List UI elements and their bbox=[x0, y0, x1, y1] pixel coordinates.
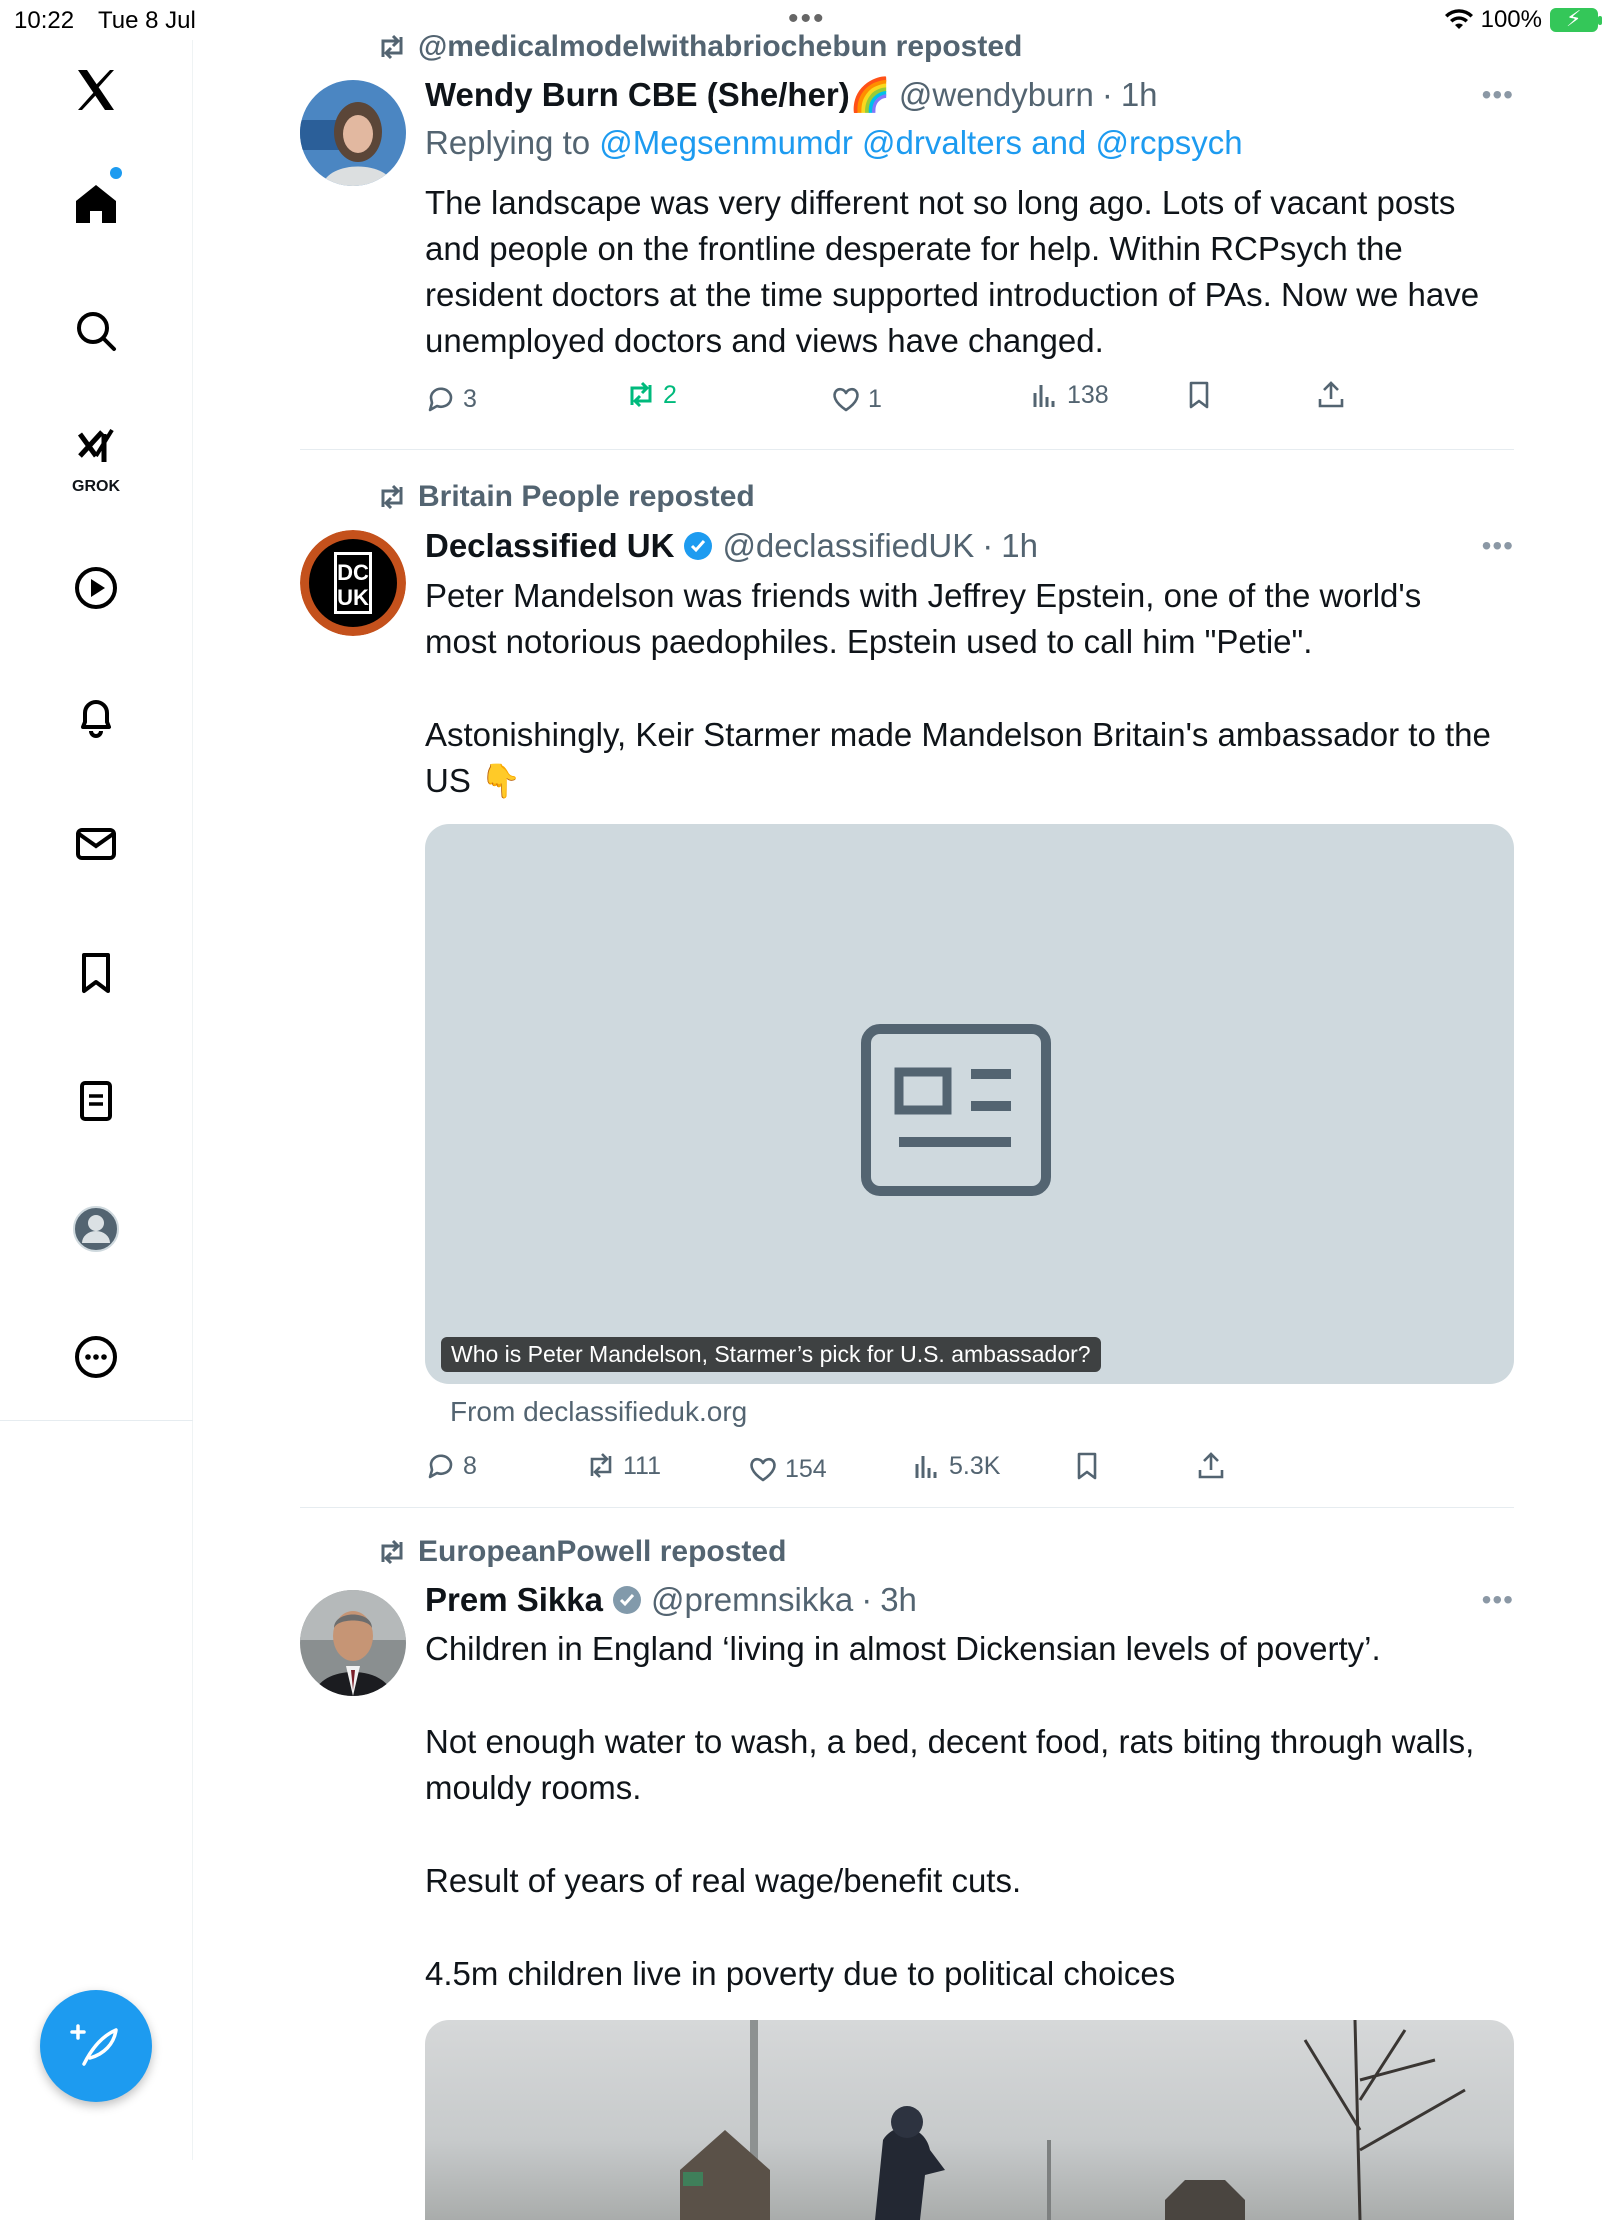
tweet-text: Not enough water to wash, a bed, decent food, rats biting through walls, mouldy rooms. bbox=[425, 1723, 1475, 1806]
repost-icon bbox=[376, 1538, 408, 1566]
author-name[interactable]: Declassified UK bbox=[425, 527, 675, 564]
repost-count: 2 bbox=[663, 380, 677, 409]
bookmark-button[interactable] bbox=[1071, 1450, 1103, 1482]
avatar[interactable] bbox=[300, 530, 406, 636]
more-options-icon[interactable]: ••• bbox=[1481, 1584, 1514, 1615]
replying-prefix: Replying to bbox=[425, 124, 591, 161]
author-name[interactable]: Wendy Burn CBE (She/her)🌈 bbox=[425, 75, 891, 113]
tweet-text: Peter Mandelson was friends with Jeffrey Epstein, one of the world's most notorious paedophiles. Epstein used to call him "Petie". bbox=[425, 577, 1422, 660]
like-button[interactable] bbox=[747, 1453, 827, 1485]
svg-text:DC: DC bbox=[337, 560, 369, 585]
like-count: 1 bbox=[868, 384, 882, 413]
tweet-separator bbox=[300, 449, 1514, 450]
author-handle[interactable]: @premnsikka bbox=[650, 1581, 854, 1618]
repost-button[interactable] bbox=[625, 379, 677, 411]
tweet-header: Prem Sikka @premnsikka · 3h ••• bbox=[425, 1581, 1514, 1618]
status-time: 10:22 bbox=[14, 7, 75, 34]
author-handle[interactable]: @declassifiedUK bbox=[722, 527, 975, 564]
author-name[interactable]: Prem Sikka bbox=[425, 1581, 603, 1618]
card-caption: Who is Peter Mandelson, Starmer’s pick for U.S. ambassador? bbox=[441, 1337, 1101, 1372]
svg-text:UK: UK bbox=[337, 585, 369, 610]
bookmark-icon bbox=[1183, 379, 1215, 411]
list-icon[interactable] bbox=[56, 1061, 136, 1141]
share-button[interactable] bbox=[1315, 379, 1347, 411]
grok-icon[interactable] bbox=[56, 420, 136, 500]
repost-icon bbox=[625, 379, 657, 411]
tweet-header: Wendy Burn CBE (She/her)🌈 @wendyburn · 1h ••• bbox=[425, 75, 1514, 113]
repost-icon bbox=[376, 33, 408, 61]
heart-icon bbox=[747, 1453, 779, 1485]
repost-label: EuropeanPowell reposted bbox=[418, 1535, 787, 1568]
like-count: 154 bbox=[785, 1454, 827, 1483]
repost-label: @medicalmodelwithabriochebun reposted bbox=[418, 30, 1023, 63]
verified-badge-icon bbox=[682, 530, 714, 562]
verified-badge-icon bbox=[611, 1584, 643, 1616]
avatar[interactable] bbox=[300, 80, 406, 186]
more-icon[interactable] bbox=[56, 1317, 136, 1397]
card-source[interactable]: From declassifieduk.org bbox=[450, 1396, 748, 1427]
article-icon bbox=[861, 1024, 1051, 1196]
sidebar bbox=[0, 40, 193, 2160]
tweet-actions bbox=[425, 380, 1514, 423]
home-icon[interactable] bbox=[56, 163, 136, 243]
tweet-text: Children in England ‘living in almost Dickensian levels of poverty’. bbox=[425, 1630, 1381, 1667]
repost-context[interactable] bbox=[376, 479, 755, 515]
repost-context[interactable] bbox=[376, 1534, 786, 1570]
reply-button[interactable] bbox=[425, 1450, 477, 1482]
tweet-header: Declassified UK @declassifiedUK · 1h ••• bbox=[425, 527, 1514, 564]
repost-context[interactable] bbox=[376, 29, 1022, 65]
views-count: 138 bbox=[1067, 380, 1109, 409]
bookmark-icon[interactable] bbox=[56, 933, 136, 1013]
share-icon bbox=[1195, 1450, 1227, 1482]
reply-count: 3 bbox=[463, 384, 477, 413]
views-button[interactable] bbox=[911, 1450, 1000, 1482]
multitasking-dots-icon[interactable]: ••• bbox=[788, 2, 826, 35]
author-handle[interactable]: @wendyburn bbox=[898, 76, 1094, 113]
bell-icon[interactable] bbox=[56, 676, 136, 756]
views-count: 5.3K bbox=[949, 1451, 1001, 1480]
views-icon bbox=[911, 1450, 943, 1482]
heart-icon bbox=[830, 383, 862, 415]
timeline-feed[interactable] bbox=[300, 0, 1514, 2160]
compose-button[interactable] bbox=[40, 1990, 152, 2102]
tweet-time[interactable]: 1h bbox=[1120, 76, 1158, 113]
views-icon bbox=[1029, 379, 1061, 411]
tweet-time[interactable]: 1h bbox=[1001, 527, 1038, 564]
video-icon[interactable] bbox=[56, 548, 136, 628]
avatar[interactable] bbox=[300, 1590, 406, 1696]
mail-icon[interactable] bbox=[56, 804, 136, 884]
tweet-separator bbox=[300, 1507, 1514, 1508]
repost-label: Britain People reposted bbox=[418, 480, 755, 513]
more-options-icon[interactable]: ••• bbox=[1481, 530, 1514, 561]
more-options-icon[interactable]: ••• bbox=[1481, 79, 1514, 110]
tweet-text: The landscape was very different not so long ago. Lots of vacant posts and people on the frontline desperate for help. Within RCPsych the resident doctors at the time supported introduction of PAs. Now we have unemployed doctors and views have changed. bbox=[425, 184, 1480, 359]
reply-icon bbox=[425, 383, 457, 415]
profile-icon[interactable] bbox=[56, 1189, 136, 1269]
tweet-text: Astonishingly, Keir Starmer made Mandelson Britain's ambassador to the US 👇 bbox=[425, 716, 1491, 799]
battery-percent: 100% bbox=[1480, 6, 1542, 33]
share-icon bbox=[1315, 379, 1347, 411]
sidebar-divider bbox=[0, 1420, 193, 1421]
tweet-text: 4.5m children live in poverty due to political choices bbox=[425, 1955, 1176, 1992]
compose-icon bbox=[70, 2020, 122, 2072]
link-card[interactable] bbox=[425, 824, 1514, 1384]
battery-icon: ⚡ bbox=[1550, 8, 1598, 32]
repost-icon bbox=[585, 1450, 617, 1482]
like-button[interactable] bbox=[830, 383, 882, 415]
reply-icon bbox=[425, 1450, 457, 1482]
share-button[interactable] bbox=[1195, 1450, 1227, 1482]
reply-count: 8 bbox=[463, 1451, 477, 1480]
replying-to bbox=[425, 124, 1243, 162]
tweet-time[interactable]: 3h bbox=[880, 1581, 917, 1618]
bookmark-button[interactable] bbox=[1183, 379, 1215, 411]
replying-handles[interactable]: @Megsenmumdr @drvalters and @rcpsych bbox=[599, 124, 1243, 161]
tweet-actions bbox=[425, 1450, 1514, 1490]
repost-count: 111 bbox=[623, 1451, 662, 1480]
notification-dot bbox=[110, 167, 122, 179]
reply-button[interactable] bbox=[425, 383, 477, 415]
bookmark-icon bbox=[1071, 1450, 1103, 1482]
x-logo-icon[interactable] bbox=[56, 50, 136, 130]
repost-button[interactable] bbox=[585, 1450, 661, 1482]
status-date: Tue 8 Jul bbox=[98, 7, 196, 34]
tweet-image[interactable] bbox=[425, 2020, 1514, 2220]
views-button[interactable] bbox=[1029, 379, 1109, 411]
repost-icon bbox=[376, 483, 408, 511]
search-icon[interactable] bbox=[56, 291, 136, 371]
tweet-text: Result of years of real wage/benefit cuts. bbox=[425, 1862, 1022, 1899]
grok-label: GROK bbox=[72, 478, 120, 495]
